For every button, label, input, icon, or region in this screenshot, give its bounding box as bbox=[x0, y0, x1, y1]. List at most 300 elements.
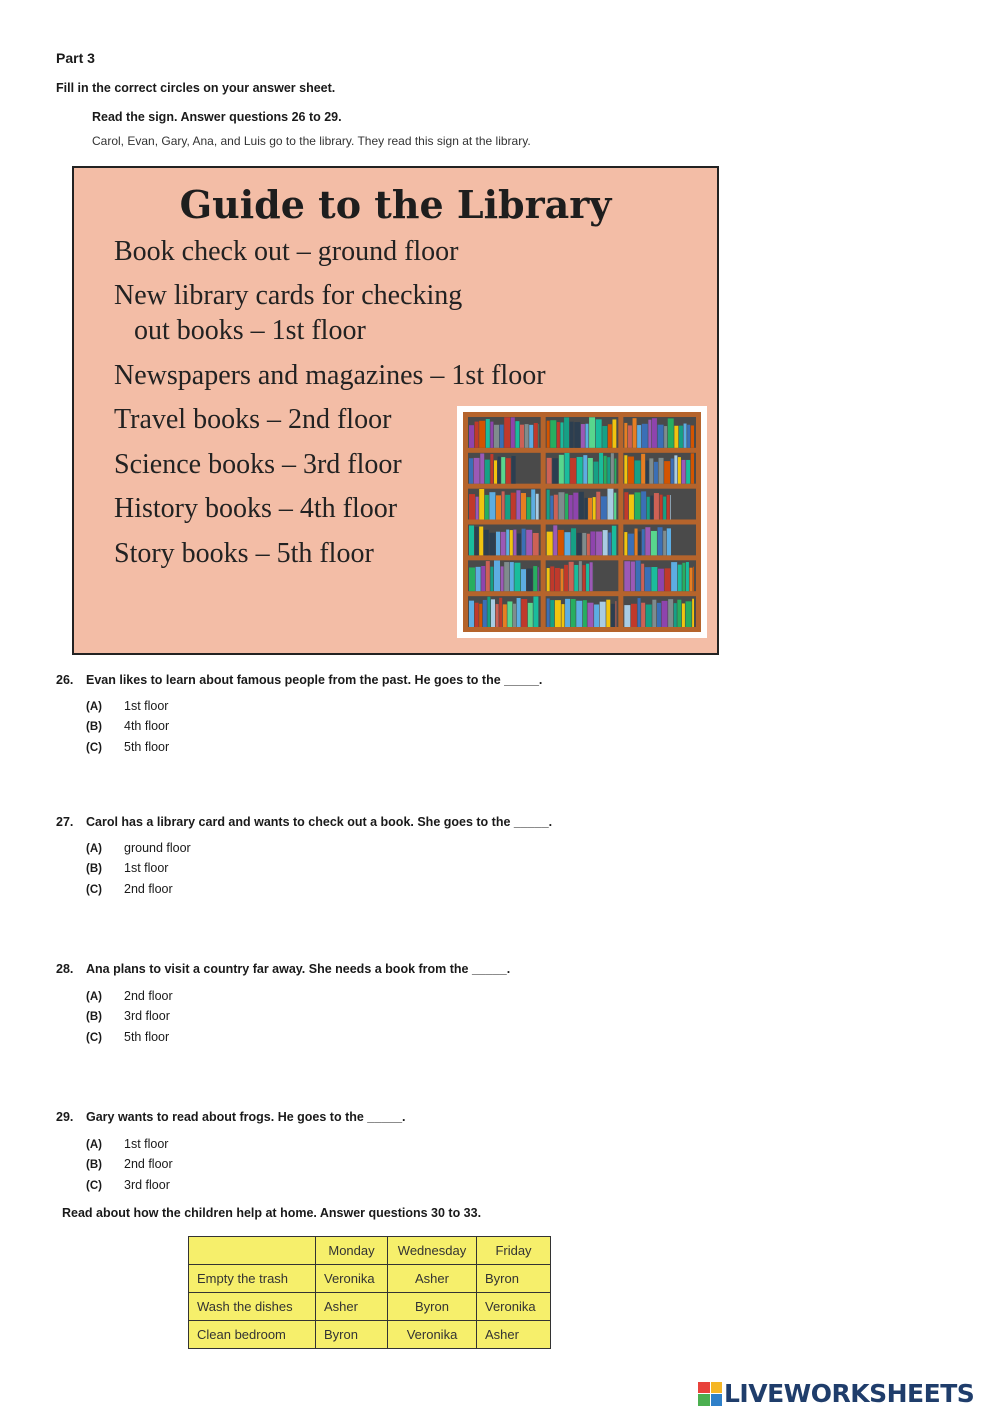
book-spine bbox=[469, 601, 474, 627]
book-spine bbox=[547, 532, 553, 556]
book-spine bbox=[628, 534, 634, 556]
book-spine bbox=[538, 567, 539, 591]
bookshelf-illustration bbox=[463, 412, 701, 632]
option-label: (A) bbox=[86, 843, 102, 855]
book-spine bbox=[657, 603, 661, 627]
book-spine bbox=[588, 498, 592, 520]
home-instruction: Read about how the children help at home. Answer questions 30 to 33. bbox=[62, 1206, 482, 1220]
book-spine bbox=[489, 492, 495, 519]
book-spine bbox=[479, 489, 484, 520]
book-spine bbox=[641, 491, 646, 519]
table-cell: Asher bbox=[316, 1293, 388, 1321]
table-cell: Veronika bbox=[477, 1293, 551, 1321]
book-spine bbox=[582, 565, 585, 591]
book-spine bbox=[504, 562, 509, 591]
book-spine bbox=[526, 530, 532, 556]
book-spine bbox=[646, 461, 649, 484]
book-spine bbox=[557, 422, 560, 448]
book-spine bbox=[553, 525, 557, 555]
q26-option-a[interactable] bbox=[86, 699, 168, 713]
sign-line-newspapers: Newspapers and magazines – 1st floor bbox=[114, 360, 546, 391]
book-spine bbox=[594, 605, 599, 627]
book-spine bbox=[547, 421, 550, 448]
option-label: (B) bbox=[86, 863, 102, 875]
part-heading: Part 3 bbox=[56, 50, 95, 66]
book-spine bbox=[527, 497, 531, 519]
book-spine bbox=[607, 457, 610, 483]
book-spine bbox=[624, 455, 627, 483]
book-spine bbox=[486, 419, 490, 448]
book-spine bbox=[693, 567, 694, 591]
q28-option-a[interactable] bbox=[86, 989, 173, 1003]
question-number: 28. bbox=[56, 962, 74, 976]
book-spine bbox=[624, 605, 630, 627]
book-spine bbox=[692, 599, 694, 627]
option-text: 2nd floor bbox=[124, 989, 173, 1003]
book-spine bbox=[658, 527, 663, 555]
book-spine bbox=[554, 495, 558, 520]
book-spine bbox=[533, 596, 538, 627]
book-spine bbox=[579, 561, 582, 591]
q26-option-c[interactable] bbox=[86, 740, 169, 754]
option-text: 2nd floor bbox=[124, 1157, 173, 1171]
book-spine bbox=[496, 604, 499, 627]
table-header-cell: Monday bbox=[316, 1237, 388, 1265]
book-spine bbox=[577, 457, 583, 484]
book-spine bbox=[499, 598, 502, 627]
book-spine bbox=[522, 529, 526, 556]
book-spine bbox=[684, 424, 687, 448]
table-row bbox=[189, 1265, 551, 1293]
book-spine bbox=[590, 531, 595, 555]
book-spine bbox=[479, 527, 483, 556]
book-spine bbox=[650, 496, 653, 520]
book-spine bbox=[570, 422, 574, 448]
book-spine bbox=[490, 567, 493, 592]
book-spine bbox=[484, 530, 489, 556]
book-spine bbox=[607, 489, 613, 520]
q28-option-b[interactable] bbox=[86, 1009, 170, 1023]
read-sign-instruction: Read the sign. Answer questions 26 to 29. bbox=[92, 110, 342, 124]
book-spine bbox=[561, 604, 564, 627]
book-spine bbox=[645, 567, 651, 591]
sign-line-science: Science books – 3rd floor bbox=[114, 449, 402, 480]
book-spine bbox=[631, 561, 635, 591]
book-spine bbox=[686, 562, 689, 591]
book-spine bbox=[648, 420, 651, 448]
book-spine bbox=[671, 458, 674, 483]
book-spine bbox=[533, 566, 537, 591]
table-header-cell bbox=[189, 1237, 316, 1265]
question-29 bbox=[56, 1110, 406, 1124]
book-spine bbox=[582, 533, 586, 555]
book-spine bbox=[533, 533, 539, 555]
book-spine bbox=[635, 460, 641, 483]
book-spine bbox=[494, 425, 499, 448]
book-spine bbox=[558, 530, 564, 555]
book-spine bbox=[485, 495, 489, 520]
book-spine bbox=[587, 534, 590, 556]
book-spine bbox=[574, 565, 578, 591]
book-spine bbox=[569, 562, 574, 591]
book-spine bbox=[475, 422, 479, 448]
q27-option-a[interactable] bbox=[86, 841, 191, 855]
book-spine bbox=[687, 425, 690, 448]
book-spine bbox=[520, 425, 524, 448]
table-cell: Veronika bbox=[388, 1321, 477, 1349]
book-spine bbox=[521, 493, 526, 519]
book-spine bbox=[547, 458, 552, 484]
book-spine bbox=[651, 567, 657, 591]
sign-title: Guide to the Library bbox=[179, 182, 612, 227]
option-text: ground floor bbox=[124, 841, 191, 855]
book-spine bbox=[510, 562, 514, 591]
book-spine bbox=[559, 455, 564, 484]
question-27 bbox=[56, 815, 552, 829]
option-label: (C) bbox=[86, 1180, 102, 1192]
book-spine bbox=[547, 598, 550, 627]
question-text: Ana plans to visit a country far away. She needs a book from the _____. bbox=[86, 962, 511, 976]
book-spine bbox=[586, 564, 589, 591]
book-spine bbox=[474, 458, 480, 484]
book-spine bbox=[611, 604, 615, 627]
book-spine bbox=[494, 560, 500, 591]
sign-line-travel: Travel books – 2nd floor bbox=[114, 404, 392, 435]
book-spine bbox=[590, 562, 593, 591]
table-cell: Wash the dishes bbox=[189, 1293, 316, 1321]
book-spine bbox=[584, 498, 587, 520]
book-spine bbox=[511, 456, 515, 484]
book-spine bbox=[550, 600, 554, 627]
book-spine bbox=[564, 532, 570, 555]
question-text: Gary wants to read about frogs. He goes to the _____. bbox=[86, 1110, 406, 1124]
book-spine bbox=[674, 426, 678, 448]
book-spine bbox=[479, 604, 482, 627]
q28-option-c[interactable] bbox=[86, 1030, 169, 1044]
q29-option-a[interactable] bbox=[86, 1137, 168, 1151]
book-spine bbox=[521, 599, 527, 627]
book-spine bbox=[612, 419, 616, 447]
book-spine bbox=[628, 425, 632, 447]
book-spine bbox=[593, 497, 596, 519]
book-spine bbox=[503, 604, 507, 627]
book-spine bbox=[573, 493, 578, 520]
book-spine bbox=[664, 461, 670, 484]
book-spine bbox=[604, 456, 607, 484]
book-spine bbox=[682, 603, 685, 627]
option-label: (A) bbox=[86, 1139, 102, 1151]
q27-option-c[interactable] bbox=[86, 882, 173, 896]
book-spine bbox=[479, 421, 485, 448]
book-spine bbox=[587, 603, 593, 627]
table-cell: Asher bbox=[388, 1265, 477, 1293]
book-spine bbox=[600, 602, 606, 627]
book-spine bbox=[570, 458, 576, 484]
book-spine bbox=[506, 458, 511, 483]
book-spine bbox=[550, 496, 553, 520]
book-spine bbox=[667, 528, 671, 555]
book-spine bbox=[635, 529, 638, 556]
q29-option-b[interactable] bbox=[86, 1157, 173, 1171]
book-spine bbox=[513, 530, 516, 556]
book-spine bbox=[649, 458, 653, 483]
book-spine bbox=[678, 457, 681, 484]
book-spine bbox=[674, 455, 677, 483]
table-header-cell: Wednesday bbox=[388, 1237, 477, 1265]
book-spine bbox=[614, 458, 616, 483]
book-spine bbox=[481, 566, 485, 591]
book-spine bbox=[612, 526, 616, 556]
table-cell: Asher bbox=[477, 1321, 551, 1349]
book-spine bbox=[577, 533, 582, 555]
book-spine bbox=[596, 532, 602, 556]
book-spine bbox=[475, 527, 479, 555]
book-spine bbox=[490, 454, 493, 484]
book-spine bbox=[686, 460, 690, 484]
book-spine bbox=[593, 462, 598, 484]
book-spine bbox=[633, 418, 637, 448]
book-spine bbox=[686, 601, 692, 627]
book-spine bbox=[576, 601, 582, 627]
book-spine bbox=[677, 600, 681, 627]
book-spine bbox=[608, 424, 612, 448]
book-spine bbox=[624, 561, 630, 591]
book-spine bbox=[515, 421, 519, 448]
book-spine bbox=[528, 603, 533, 627]
book-spine bbox=[638, 598, 641, 627]
book-spine bbox=[500, 425, 504, 448]
book-spine bbox=[654, 462, 658, 484]
book-spine bbox=[658, 425, 664, 448]
book-spine bbox=[489, 533, 495, 556]
sign-line-history: History books – 4th floor bbox=[114, 493, 398, 524]
book-spine bbox=[507, 601, 512, 627]
book-spine bbox=[536, 494, 539, 520]
book-spine bbox=[674, 603, 677, 627]
book-spine bbox=[517, 598, 521, 627]
book-spine bbox=[486, 561, 490, 591]
book-spine bbox=[642, 424, 648, 448]
book-spine bbox=[491, 599, 495, 627]
book-spine bbox=[476, 567, 481, 591]
book-spine bbox=[569, 495, 573, 519]
book-spine bbox=[682, 563, 685, 591]
question-number: 29. bbox=[56, 1110, 74, 1124]
book-spine bbox=[558, 492, 564, 519]
book-spine bbox=[483, 600, 487, 627]
option-label: (C) bbox=[86, 742, 102, 754]
table-row bbox=[189, 1293, 551, 1321]
table-header-row bbox=[189, 1237, 551, 1265]
option-text: 2nd floor bbox=[124, 882, 173, 896]
book-spine bbox=[506, 530, 509, 556]
book-spine bbox=[564, 453, 569, 484]
book-spine bbox=[641, 454, 645, 484]
book-spine bbox=[513, 604, 516, 627]
book-spine bbox=[498, 457, 501, 484]
book-spine bbox=[663, 497, 666, 520]
option-text: 5th floor bbox=[124, 1030, 170, 1044]
book-spine bbox=[501, 457, 505, 484]
book-spine bbox=[511, 417, 515, 447]
book-spine bbox=[646, 605, 652, 627]
book-spine bbox=[665, 568, 671, 591]
option-text: 1st floor bbox=[124, 1137, 169, 1151]
book-spine bbox=[516, 490, 520, 519]
book-spine bbox=[574, 422, 580, 448]
book-spine bbox=[571, 599, 576, 627]
book-spine bbox=[505, 495, 510, 520]
book-spine bbox=[475, 603, 479, 627]
option-label: (C) bbox=[86, 884, 102, 896]
book-spine bbox=[565, 599, 570, 627]
book-spine bbox=[663, 531, 666, 556]
book-spine bbox=[668, 599, 673, 627]
book-spine bbox=[628, 457, 634, 484]
book-spine bbox=[654, 493, 659, 519]
book-spine bbox=[547, 568, 550, 591]
option-label: (C) bbox=[86, 1032, 102, 1044]
book-spine bbox=[624, 423, 627, 448]
library-sign bbox=[72, 166, 719, 655]
book-spine bbox=[469, 526, 474, 556]
q26-option-b[interactable] bbox=[86, 719, 169, 733]
book-spine bbox=[469, 567, 475, 591]
book-spine bbox=[564, 417, 569, 447]
book-spine bbox=[659, 458, 664, 484]
book-spine bbox=[531, 489, 535, 519]
sign-line-checkout: Book check out – ground floor bbox=[114, 236, 459, 267]
book-spine bbox=[511, 493, 516, 520]
book-spine bbox=[501, 566, 504, 591]
book-spine bbox=[565, 494, 568, 520]
option-text: 1st floor bbox=[124, 699, 169, 713]
table-cell: Byron bbox=[388, 1293, 477, 1321]
book-spine bbox=[525, 424, 529, 448]
book-spine bbox=[469, 494, 475, 519]
book-spine bbox=[550, 566, 554, 591]
book-spine bbox=[691, 453, 694, 483]
book-spine bbox=[599, 453, 603, 484]
book-spine bbox=[690, 568, 693, 591]
sign-line-library-cards: New library cards for checking bbox=[114, 280, 463, 311]
book-spine bbox=[679, 426, 683, 448]
option-text: 5th floor bbox=[124, 740, 170, 754]
book-spine bbox=[682, 460, 686, 484]
book-spine bbox=[585, 424, 588, 448]
q27-option-b[interactable] bbox=[86, 861, 168, 875]
book-spine bbox=[579, 492, 584, 520]
book-spine bbox=[642, 529, 645, 555]
liveworksheets-logo[interactable] bbox=[698, 1379, 974, 1408]
question-26 bbox=[56, 673, 542, 687]
book-spine bbox=[624, 532, 627, 555]
book-spine bbox=[611, 453, 614, 483]
q29-option-c[interactable] bbox=[86, 1178, 170, 1192]
book-spine bbox=[670, 495, 671, 519]
option-text: 3rd floor bbox=[124, 1009, 170, 1023]
table-row bbox=[189, 1321, 551, 1349]
table-cell: Veronika bbox=[316, 1265, 388, 1293]
book-spine bbox=[560, 569, 563, 591]
option-label: (B) bbox=[86, 1159, 102, 1171]
book-spine bbox=[691, 425, 694, 447]
book-spine bbox=[504, 417, 510, 448]
book-spine bbox=[651, 531, 657, 555]
book-spine bbox=[652, 418, 657, 448]
book-spine bbox=[476, 497, 479, 520]
book-spine bbox=[469, 458, 473, 483]
book-spine bbox=[658, 569, 664, 591]
book-spine bbox=[647, 497, 650, 520]
question-text: Carol has a library card and wants to check out a book. She goes to the _____. bbox=[86, 815, 553, 829]
sign-line-story: Story books – 5th floor bbox=[114, 538, 374, 569]
book-spine bbox=[534, 423, 538, 448]
question-number: 27. bbox=[56, 815, 74, 829]
book-spine bbox=[555, 568, 560, 591]
book-spine bbox=[638, 531, 641, 555]
book-spine bbox=[660, 495, 663, 520]
liveworksheets-icon bbox=[698, 1382, 722, 1406]
read-sign-context: Carol, Evan, Gary, Ana, and Luis go to the library. They read this sign at the library. bbox=[92, 134, 531, 148]
book-spine bbox=[555, 600, 561, 627]
book-spine bbox=[469, 425, 474, 448]
book-spine bbox=[494, 460, 497, 483]
question-28 bbox=[56, 962, 510, 976]
book-spine bbox=[490, 422, 493, 448]
question-number: 26. bbox=[56, 673, 74, 687]
book-spine bbox=[624, 492, 628, 519]
book-spine bbox=[571, 528, 576, 555]
book-spine bbox=[668, 418, 674, 447]
book-spine bbox=[671, 562, 677, 591]
book-spine bbox=[615, 601, 616, 627]
book-spine bbox=[581, 424, 585, 448]
option-label: (B) bbox=[86, 1011, 102, 1023]
book-spine bbox=[547, 490, 550, 520]
book-spine bbox=[641, 603, 645, 627]
book-spine bbox=[496, 495, 501, 519]
book-spine bbox=[564, 565, 568, 591]
book-spine bbox=[527, 569, 533, 592]
option-label: (A) bbox=[86, 701, 102, 713]
book-spine bbox=[662, 601, 668, 627]
book-spine bbox=[560, 422, 563, 447]
book-spine bbox=[601, 496, 607, 519]
book-spine bbox=[529, 425, 533, 448]
book-spine bbox=[501, 532, 506, 555]
book-spine bbox=[603, 530, 608, 555]
table-cell: Byron bbox=[316, 1321, 388, 1349]
book-spine bbox=[496, 532, 500, 556]
book-spine bbox=[583, 455, 587, 484]
book-spine bbox=[631, 604, 637, 627]
book-spine bbox=[550, 420, 556, 448]
book-spine bbox=[614, 493, 616, 520]
book-spine bbox=[635, 492, 641, 519]
book-spine bbox=[678, 565, 682, 592]
book-spine bbox=[487, 597, 490, 627]
option-text: 4th floor bbox=[124, 719, 170, 733]
option-label: (A) bbox=[86, 991, 102, 1003]
book-spine bbox=[583, 600, 587, 627]
chores-table bbox=[188, 1236, 551, 1349]
book-spine bbox=[667, 495, 670, 520]
book-spine bbox=[641, 564, 644, 591]
book-spine bbox=[510, 530, 513, 555]
book-spine bbox=[480, 453, 484, 483]
book-spine bbox=[517, 533, 521, 555]
